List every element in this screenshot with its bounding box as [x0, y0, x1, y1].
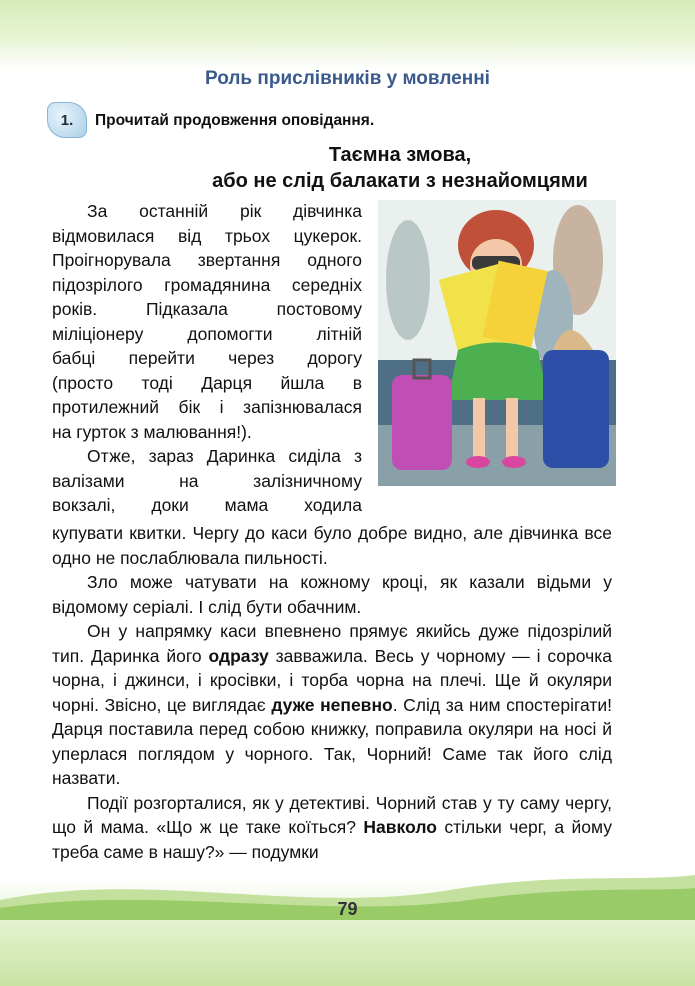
- text-line: Отже, зараз Даринка сиділа з: [87, 446, 362, 466]
- text-line: протилежний бік і запізнювалася: [52, 397, 362, 417]
- text-line: років. Підказала постовому: [52, 299, 362, 319]
- emphasis: дуже непевно: [271, 694, 393, 715]
- text-segment: . Слід за ним спостерігати! Дарця поставила перед собою книжку, поправила окуляри на носі й уперлася поглядом у чорного. Так, Чорний! Саме так його слід назвати.: [52, 694, 612, 788]
- text-segment: Он у напрямку каси впевнено прямує якийсь дуже підозрілий тип. Даринка його: [52, 621, 612, 666]
- text-line: вокзалі, доки мама ходила: [52, 495, 362, 515]
- section-title: Роль прислівників у мовленні: [205, 68, 490, 89]
- girl-with-suitcases-illustration: [378, 200, 616, 486]
- emphasis: одразу: [208, 645, 269, 666]
- text-segment: стільки черг, а йому треба саме в нашу?» — подумки: [52, 817, 612, 862]
- text-line: бабці перейти через дорогу: [52, 348, 362, 368]
- paragraph: [52, 619, 612, 791]
- task-number-badge: 1.: [47, 102, 87, 138]
- text-line: підозрілого громадянина середніх: [52, 274, 362, 295]
- text-line: міліціонеру допомогти літній: [52, 323, 362, 344]
- story-full-text: [52, 521, 612, 864]
- paragraph: Зло може чатувати на кожному кроці, як казали відьми у відомому серіалі. І слід бути обачним.: [52, 572, 612, 617]
- page-number: 79: [337, 899, 358, 919]
- top-decorative-band: [0, 0, 695, 70]
- text-segment: завважила. Весь у чорному — і сорочка чорна, і джинси, і кросівки, і торба чорна на плечі. Ще й окуляри чорні. Звісно, це виглядає: [52, 645, 612, 715]
- emphasis: Навколо: [363, 817, 437, 837]
- story-title-line-1: Таємна змова,: [328, 144, 472, 166]
- paragraph: [52, 791, 612, 865]
- task-instruction: Прочитай продовження оповідання.: [95, 112, 375, 129]
- text-line: Проігнорувала звертання одного: [52, 250, 362, 270]
- text-line: (просто тоді Дарця йшла в: [52, 372, 362, 393]
- text-line: валізами на залізничному: [52, 470, 362, 491]
- text-line: За останній рік дівчинка: [87, 201, 362, 221]
- story-title-line-2: або не слід балакати з незнайомцями: [212, 170, 588, 192]
- paragraph: купувати квитки. Чергу до каси було добре видно, але дівчинка все одно не послаблювала пильності.: [52, 523, 612, 568]
- text-line: відмовилася від трьох цукерок.: [52, 225, 362, 246]
- story-column-text: [52, 199, 362, 518]
- story-title: [100, 142, 695, 194]
- text-line: на гурток з малювання!).: [52, 421, 252, 442]
- text-segment: Події розгорталися, як у детективі. Чорний став у ту саму чергу, що й мама. «Що ж це таке коїться?: [52, 792, 612, 837]
